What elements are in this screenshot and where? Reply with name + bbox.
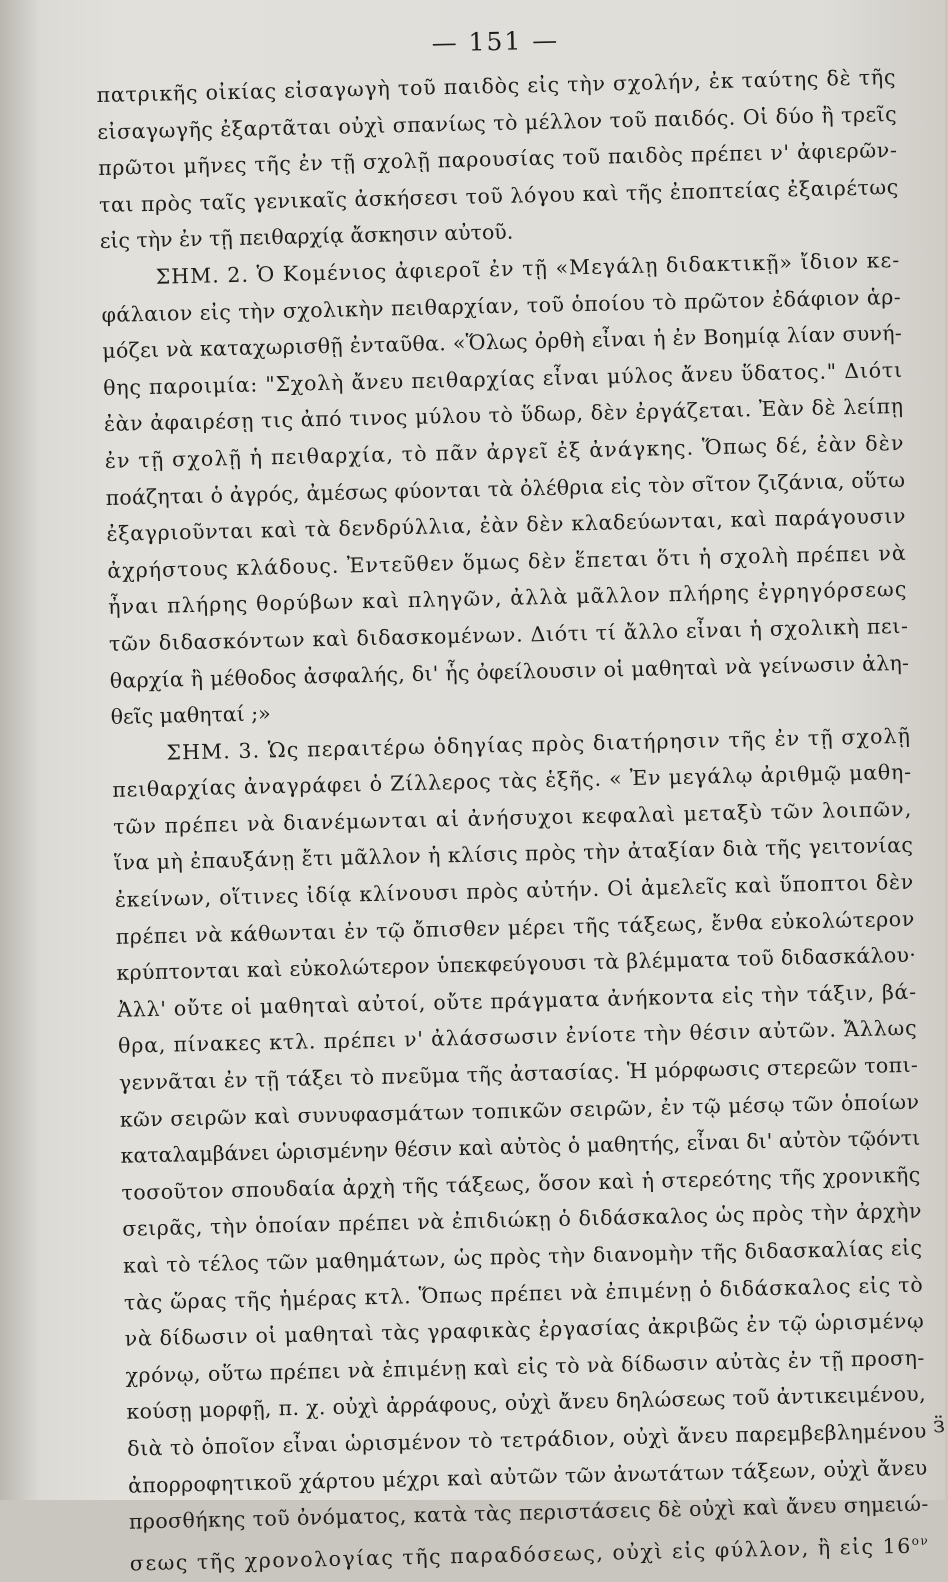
text-line-23: ἐκείνων, οἵτινες ἰδίᾳ κλίνουσι πρὸς αὐτήν. Οἱ ἀμελεῖς καὶ ὕποπτοι δὲν bbox=[114, 869, 915, 912]
text-line-3: πρῶτοι μῆνες τῆς ἐν τῇ σχολῇ παρουσίας τοῦ παιδὸς πρέπει ν' ἀφιερῶν- bbox=[97, 138, 898, 181]
text-line-39: ἀπορροφητικοῦ χάρτου μέχρι καὶ αὐτῶν τῶν ἀνωτάτων τάξεων, οὐχὶ ἄνευ bbox=[127, 1455, 928, 1498]
text-line-40: προσθήκης τοῦ ὀνόματος, κατὰ τὰς περιστάσεις δὲ οὐχὶ καὶ ἄνευ σημειώ- bbox=[128, 1491, 929, 1534]
text-line-9: θης παροιμία: "Σχολὴ ἄνευ πειθαρχίας εἶναι μύλος ἄνευ ὕδατος." Διότι bbox=[102, 357, 904, 400]
text-line-20: πειθαρχίας ἀναγράφει ὁ Ζίλλερος τὰς ἑξῆς. « Ἐν μεγάλῳ ἀριθμῷ μαθη- bbox=[112, 760, 913, 803]
text-line-22: ἵνα μὴ ἐπαυξάνῃ ἔτι μᾶλλον ἡ κλίσις πρὸς τὴν ἀταξίαν διὰ τῆς γειτονίας bbox=[113, 833, 914, 876]
body-text bbox=[96, 59, 930, 1577]
text-line-29: κῶν σειρῶν καὶ συνυφασμάτων τοπικῶν σειρῶν, ἐν τῷ μέσῳ τῶν ὁποίων bbox=[119, 1089, 920, 1132]
text-line-1: πατρικῆς οἰκίας εἰσαγωγὴ τοῦ παιδὸς εἰς τὴν σχολήν, ἐκ ταύτης δὲ τῆς bbox=[96, 64, 897, 108]
text-line-12: ποάζηται ὁ ἀγρός, ἀμέσως φύονται τὰ ὀλέθρια εἰς τὸν σῖτον ζιζάνια, οὕτω bbox=[105, 467, 906, 510]
text-line-21: τῶν πρέπει νὰ διανέμωνται αἱ ἀνήσυχοι κεφαλαὶ μεταξὺ τῶν λοιπῶν, bbox=[112, 796, 913, 839]
text-line-31: τοσοῦτον σπουδαία ἀρχὴ τῆς τάξεως, ὅσον καὶ ἡ στερεότης τῆς χρονικῆς bbox=[121, 1162, 922, 1205]
book-page bbox=[95, 13, 946, 1576]
text-line-30: καταλαμβάνει ὡρισμένην θέσιν καὶ αὐτὸς ὁ μαθητής, εἶναι δι' αὐτὸν τῷόντι bbox=[120, 1125, 921, 1169]
text-line-14: ἀχρήστους κλάδους. Ἐντεῦθεν ὅμως δὲν ἕπεται ὅτι ἡ σχολὴ πρέπει νὰ bbox=[107, 540, 907, 583]
printer-mark: ӟ bbox=[932, 1413, 946, 1439]
text-line-24: πρέπει νὰ κάθωνται ἐν τῷ ὄπισθεν μέρει τῆς τάξεως, ἔνθα εὐκολώτερον bbox=[115, 906, 916, 949]
text-line-36: χρόνῳ, οὕτω πρέπει νὰ ἐπιμένῃ καὶ εἰς τὸ νὰ δίδωσιν αὐτὰς ἐν τῇ προση- bbox=[125, 1345, 926, 1388]
text-line-33: καὶ τὸ τέλος τῶν μαθημάτων, ὡς πρὸς τὴν διανομὴν τῆς διδασκαλίας εἰς bbox=[122, 1235, 923, 1278]
text-line-8: μόζει νὰ καταχωρισθῇ ἐνταῦθα. «Ὅλως ὀρθὴ εἶναι ἡ ἐν Βοημίᾳ λίαν συνή- bbox=[102, 321, 903, 364]
text-line-13: ἐξαγριοῦνται καὶ τὰ δενδρύλλια, ἐὰν δὲν κλαδεύωνται, καὶ παράγουσιν bbox=[106, 503, 907, 547]
text-line-2: εἰσαγωγῆς ἐξαρτᾶται οὐχὶ σπανίως τὸ μέλλον τοῦ παιδός. Οἱ δύο ἢ τρεῖς bbox=[97, 101, 898, 144]
text-line-34: τὰς ὥρας τῆς ἡμέρας κτλ. Ὅπως πρέπει νὰ ἐπιμένῃ ὁ διδάσκαλος εἰς τὸ bbox=[123, 1272, 924, 1315]
text-line-38: διὰ τὸ ὁποῖον εἶναι ὡρισμένον τὸ τετράδιον, οὐχὶ ἄνευ παρεμβεβλημένου bbox=[127, 1418, 928, 1461]
last-line-text: σεως τῆς χρονολογίας τῆς παραδόσεως, οὐχὶ εἰς φύλλον, ἢ εἰς 16 bbox=[129, 1533, 913, 1576]
text-line-18: θεῖς μαθηταί ;» bbox=[110, 701, 271, 729]
text-line-37: κούσῃ μορφῇ, π. χ. οὐχὶ ἀρράφους, οὐχὶ ἄνευ δηλώσεως τοῦ ἀντικειμένου, bbox=[126, 1381, 927, 1425]
text-line-7: φάλαιον εἰς τὴν σχολικὴν πειθαρχίαν, τοῦ ὁποίου τὸ πρῶτον ἐδάφιον ἁρ- bbox=[101, 284, 902, 327]
ordinal-suffix: ον bbox=[911, 1533, 930, 1548]
text-line-4: ται πρὸς ταῖς γενικαῖς ἀσκήσεσι τοῦ λόγου καὶ τῆς ἐποπτείας ἐξαιρέτως bbox=[98, 174, 899, 217]
note-2-first-line: ΣΗΜ. 2. Ὁ Κομένιος ἀφιεροῖ ἐν τῇ «Μεγάλῃ διδακτικῇ» ἴδιον κε- bbox=[155, 247, 901, 289]
text-line-5: εἰς τὴν ἐν τῇ πειθαρχίᾳ ἄσκησιν αὐτοῦ. bbox=[99, 220, 514, 254]
text-line-17: θαρχία ἢ μέθοδος ἀσφαλής, δι' ἧς ὀφείλουσιν οἱ μαθηταὶ νὰ γείνωσιν ἀλη- bbox=[109, 650, 910, 693]
text-line-28: γεννᾶται ἐν τῇ τάξει τὸ πνεῦμα τῆς ἀστασίας. Ἡ μόρφωσις στερεῶν τοπι- bbox=[118, 1052, 919, 1095]
text-line-10: ἐὰν ἀφαιρέσῃ τις ἀπό τινος μύλου τὸ ὕδωρ, δὲν ἐργάζεται. Ἐὰν δὲ λείπῃ bbox=[103, 394, 904, 437]
text-line-16: τῶν διδασκόντων καὶ διδασκομένων. Διότι τί ἄλλο εἶναι ἡ σχολικὴ πει- bbox=[108, 613, 909, 656]
page-number: — 151 — bbox=[431, 25, 560, 58]
text-line-11: ἐν τῇ σχολῇ ἡ πειθαρχία, τὸ πᾶν ἀργεῖ ἐξ ἀνάγκης. Ὅπως δέ, ἐὰν δὲν bbox=[104, 430, 905, 473]
text-line-26: Ἀλλ' οὔτε οἱ μαθηταὶ αὐτοί, οὔτε πράγματα ἀνήκοντα εἰς τὴν τάξιν, βά- bbox=[117, 979, 918, 1022]
text-line-15: ἦναι πλήρης θορύβων καὶ πληγῶν, ἀλλὰ μᾶλλον πλήρης ἐγρηγόρσεως bbox=[107, 577, 908, 620]
text-line-25: κρύπτονται καὶ εὐκολώτερον ὑπεκφεύγουσι τὰ βλέμματα τοῦ διδασκάλου· bbox=[116, 942, 917, 986]
note-3-first-line: ΣΗΜ. 3. Ὡς περαιτέρω ὁδηγίας πρὸς διατήρησιν τῆς ἐν τῇ σχολῇ bbox=[166, 723, 912, 765]
text-line-32: σειρᾶς, τὴν ὁποίαν πρέπει νὰ ἐπιδιώκῃ ὁ διδάσκαλος ὡς πρὸς τὴν ἀρχὴν bbox=[122, 1199, 923, 1242]
text-line-27: θρα, πίνακες κτλ. πρέπει ν' ἀλάσσωσιν ἐνίοτε τὴν θέσιν αὐτῶν. Ἄλλως bbox=[117, 1016, 918, 1059]
text-line-35: νὰ δίδωσιν οἱ μαθηταὶ τὰς γραφικὰς ἐργασίας ἀκριβῶς ἐν τῷ ὡρισμένῳ bbox=[124, 1308, 925, 1351]
